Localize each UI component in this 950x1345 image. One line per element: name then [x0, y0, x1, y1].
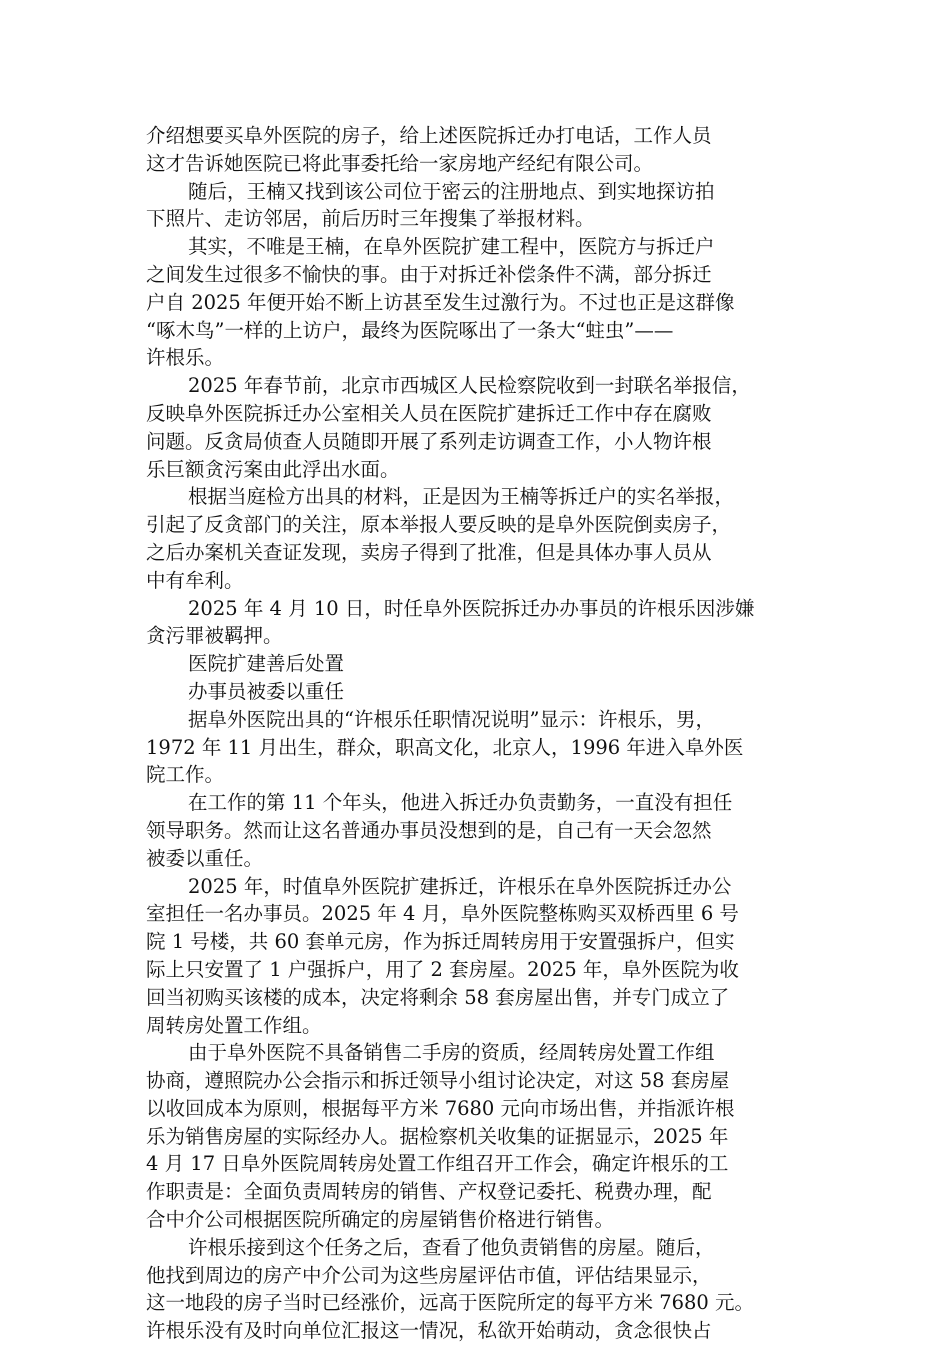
text-line: 根据当庭检方出具的材料，正是因为王楠等拆迁户的实名举报，: [188, 485, 735, 509]
text-line: 室担任一名办事员。2025 年 4 月，阜外医院整栋购买双桥西里 6 号: [146, 902, 739, 926]
text-line: 他找到周边的房产中介公司为这些房屋评估市值，评估结果显示，: [146, 1263, 712, 1287]
text-line: 办事员被委以重任: [188, 679, 345, 703]
text-line: 问题。反贪局侦查人员随即开展了系列走访调查工作，小人物许根: [146, 429, 712, 453]
text-line: 周转房处置工作组。: [146, 1013, 322, 1037]
text-line: 院 1 号楼，共 60 套单元房，作为拆迁周转房用于安置强拆户，但实: [146, 930, 735, 954]
text-line: 之后办案机关查证发现，卖房子得到了批准，但是具体办事人员从: [146, 540, 712, 564]
text-line: 之间发生过很多不愉快的事。由于对拆迁补偿条件不满，部分拆迁: [146, 262, 712, 286]
text-line: 许根乐没有及时向单位汇报这一情况，私欲开始萌动，贪念很快占: [146, 1319, 712, 1343]
text-line: 医院扩建善后处置: [188, 652, 345, 676]
text-line: 4 月 17 日阜外医院周转房处置工作组召开工作会，确定许根乐的工: [146, 1152, 729, 1176]
text-line: “啄木鸟”一样的上访户，最终为医院啄出了一条大“蛀虫”——: [146, 318, 674, 342]
text-line: 乐为销售房屋的实际经办人。据检察机关收集的证据显示，2025 年: [146, 1124, 729, 1148]
text-line: 2025 年，时值阜外医院扩建拆迁，许根乐在阜外医院拆迁办公: [188, 874, 732, 898]
text-line: 这才告诉她医院已将此事委托给一家房地产经纪有限公司。: [146, 151, 654, 175]
text-line: 以收回成本为原则，根据每平方米 7680 元向市场出售，并指派许根: [146, 1096, 735, 1120]
text-line: 户自 2025 年便开始不断上访甚至发生过激行为。不过也正是这群像: [146, 290, 735, 314]
text-line: 领导职务。然而让这名普通办事员没想到的是，自己有一天会忽然: [146, 818, 712, 842]
text-line: 在工作的第 11 个年头，他进入拆迁办负责勤务，一直没有担任: [188, 791, 733, 815]
text-line: 引起了反贪部门的关注，原本举报人要反映的是阜外医院倒卖房子，: [146, 513, 732, 537]
text-line: 其实，不唯是王楠，在阜外医院扩建工程中，医院方与拆迁户: [188, 235, 715, 259]
text-line: 1972 年 11 月出生，群众，职高文化，北京人，1996 年进入阜外医: [146, 735, 744, 759]
text-line: 许根乐。: [146, 346, 225, 370]
text-line: 际上只安置了 1 户强拆户，用了 2 套房屋。2025 年，阜外医院为收: [146, 957, 739, 981]
text-line: 2025 年 4 月 10 日，时任阜外医院拆迁办办事员的许根乐因涉嫌: [188, 596, 755, 620]
text-line: 这一地段的房子当时已经涨价，远高于医院所定的每平方米 7680 元。: [146, 1291, 755, 1315]
text-line: 据阜外医院出具的“许根乐任职情况说明”显示：许根乐，男，: [188, 707, 715, 731]
text-line: 介绍想要买阜外医院的房子，给上述医院拆迁办打电话，工作人员: [146, 124, 712, 147]
text-line: 随后，王楠又找到该公司位于密云的注册地点、到实地探访拍: [188, 179, 715, 203]
text-line: 院工作。: [146, 763, 225, 787]
text-line: 贪污罪被羁押。: [146, 624, 283, 648]
document-body: [146, 122, 821, 1345]
text-line: 许根乐接到这个任务之后，查看了他负责销售的房屋。随后，: [188, 1235, 715, 1259]
text-line: 回当初购买该楼的成本，决定将剩余 58 套房屋出售，并专门成立了: [146, 985, 730, 1009]
text-line: 协商，遵照院办公会指示和拆迁领导小组讨论决定，对这 58 套房屋: [146, 1069, 730, 1093]
text-line: 被委以重任。: [146, 846, 264, 870]
text-line: 下照片、走访邻居，前后历时三年搜集了举报材料。: [146, 207, 595, 231]
text-line: 作职责是：全面负责周转房的销售、产权登记委托、税费办理，配: [146, 1180, 712, 1204]
text-line: 中有牟利。: [146, 568, 244, 592]
text-line: 反映阜外医院拆迁办公室相关人员在医院扩建拆迁工作中存在腐败: [146, 401, 712, 425]
text-line: 合中介公司根据医院所确定的房屋销售价格进行销售。: [146, 1208, 615, 1232]
text-line: 乐巨额贪污案由此浮出水面。: [146, 457, 400, 481]
text-line: 2025 年春节前，北京市西城区人民检察院收到一封联名举报信，: [188, 374, 751, 398]
text-line: 由于阜外医院不具备销售二手房的资质，经周转房处置工作组: [188, 1041, 715, 1065]
